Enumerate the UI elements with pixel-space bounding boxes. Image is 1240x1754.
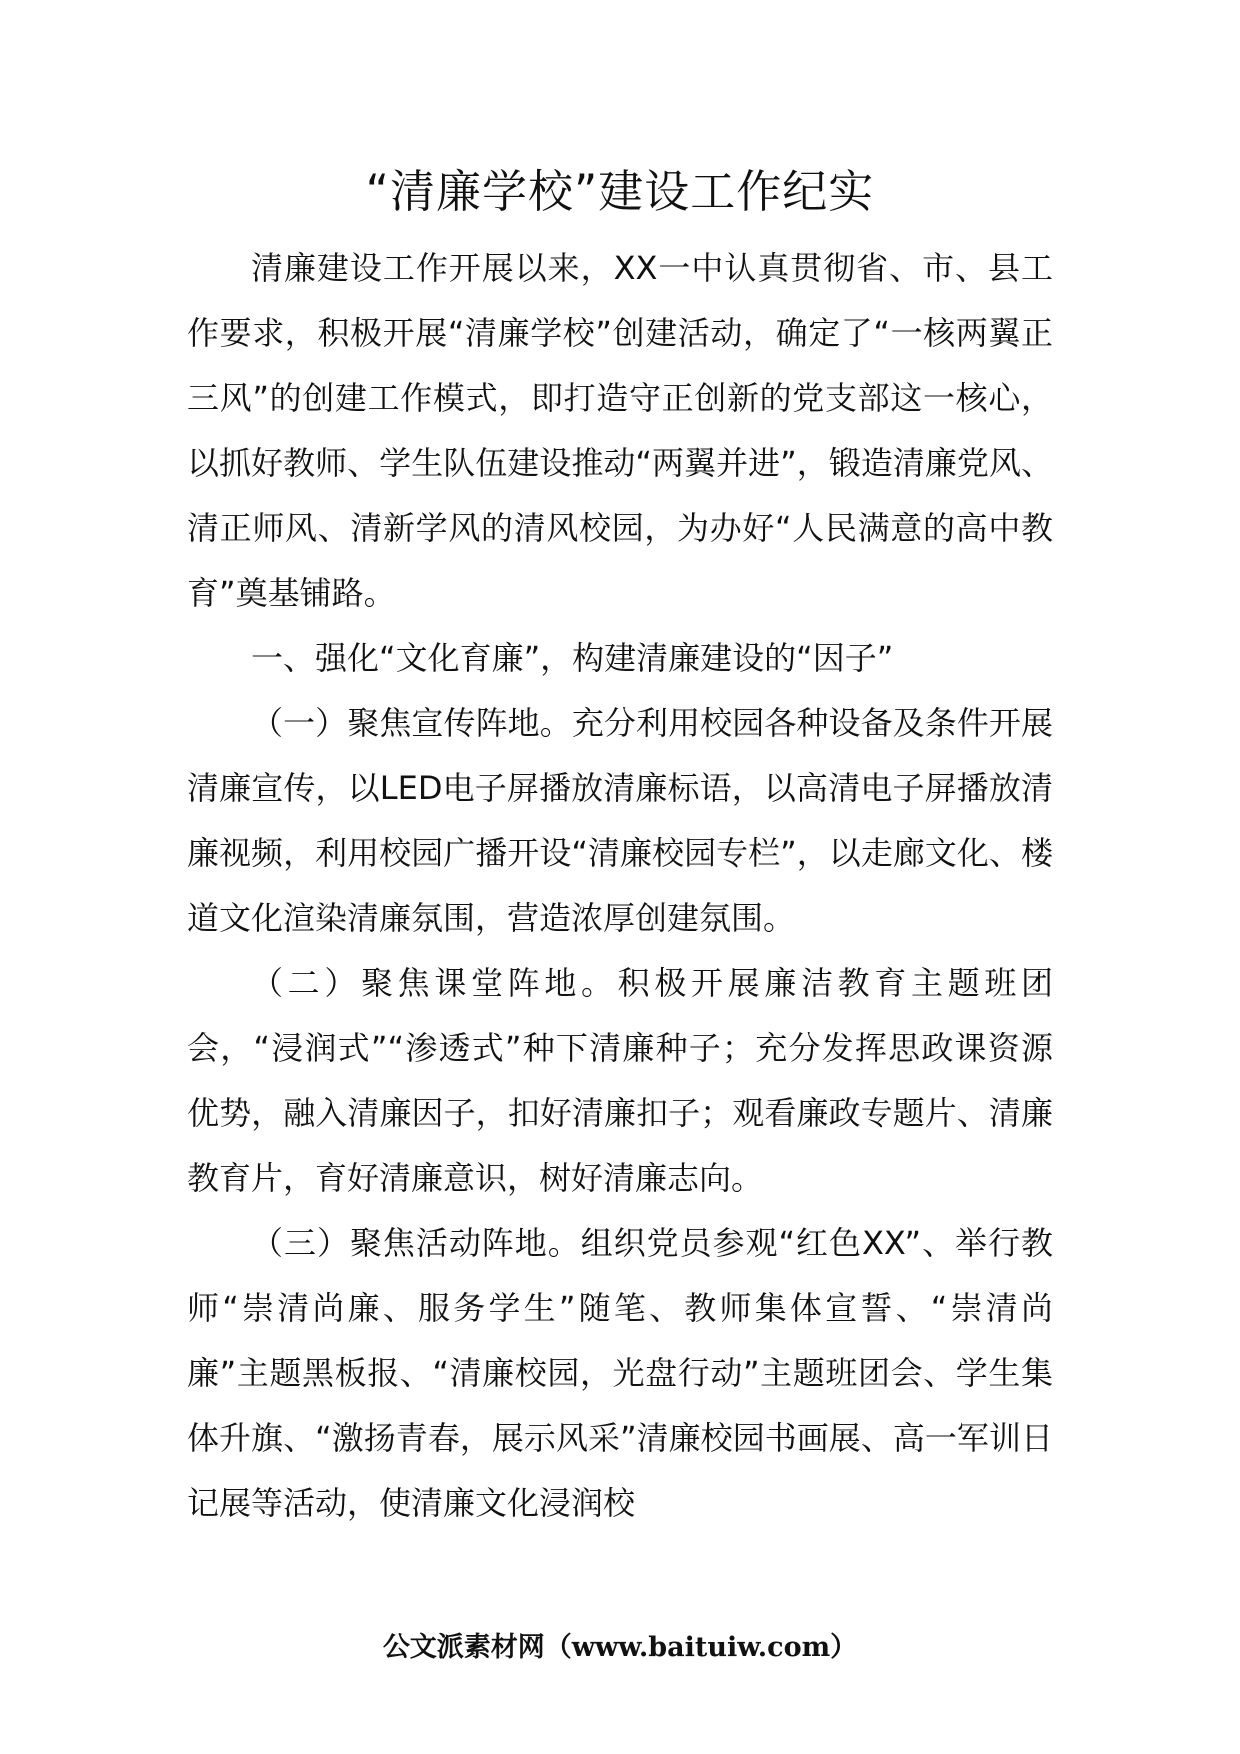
intro-paragraph: 清廉建设工作开展以来，XX一中认真贯彻省、市、县工作要求，积极开展“清廉学校”创建活动，确定了“一核两翼正三风”的创建工作模式，即打造守正创新的党支部这一核心，以抓好教师、学生队伍建设推动“两翼并进”，锻造清廉党风、清正师风、清新学风的清风校园，为办好“人民满意的高中教育”奠基铺路。 [187, 249, 1053, 612]
subsection-paragraph-1: （一）聚焦宣传阵地。充分利用校园各种设备及条件开展清廉宣传，以LED电子屏播放清廉标语，以高清电子屏播放清廉视频，利用校园广播开设“清廉校园专栏”，以走廊文化、楼道文化渲染清廉氛围，营造浓厚创建氛围。 [187, 704, 1053, 937]
section-heading-1: 一、强化“文化育廉”，构建清廉建设的“因子” [251, 639, 894, 677]
subsection-paragraph-3: （三）聚焦活动阵地。组织党员参观“红色XX”、举行教师“崇清尚廉、服务学生”随笔、教师集体宣誓、“崇清尚廉”主题黑板报、“清廉校园，光盘行动”主题班团会、学生集体升旗、“激扬青春，展示风采”清廉校园书画展、高一军训日记展等活动，使清廉文化浸润校 [187, 1224, 1053, 1522]
watermark-footer: 公文派素材网（www.baituiw.com） [382, 1632, 858, 1663]
document-title: “清廉学校”建设工作纪实 [365, 165, 875, 218]
subsection-paragraph-2: （二）聚焦课堂阵地。积极开展廉洁教育主题班团会，“浸润式”“渗透式”种下清廉种子；充分发挥思政课资源优势，融入清廉因子，扣好清廉扣子；观看廉政专题片、清廉教育片，育好清廉意识，树好清廉志向。 [187, 964, 1053, 1197]
document-body [187, 236, 1053, 1536]
